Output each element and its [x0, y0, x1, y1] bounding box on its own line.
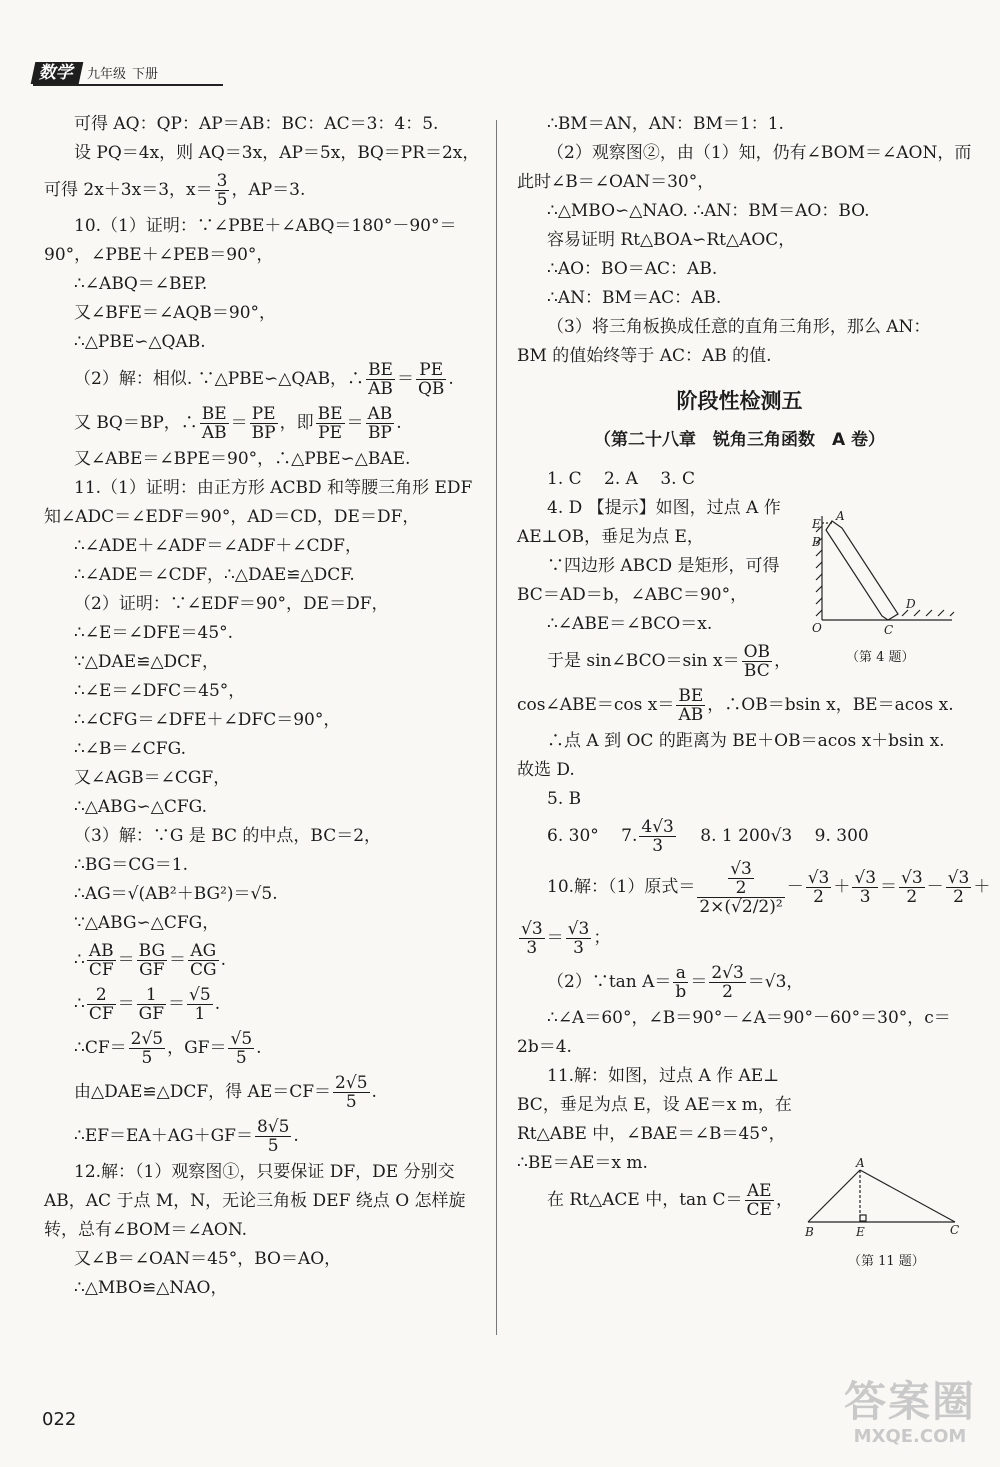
text-line: ∴∠B＝∠CFG.: [74, 739, 186, 759]
text-line: 由△DAE≌△DCF，得 AE＝CF＝ $\frac{2√5}{5}$ .: [74, 1073, 377, 1112]
text-line: 10.（1）证明：∵∠PBE＋∠ABQ＝180°－90°＝: [74, 216, 457, 236]
text-line: 转，总有∠BOM＝∠AON.: [44, 1220, 248, 1240]
section-title: 阶段性检测五: [676, 389, 803, 413]
text-line: ∵△ABG∽△CFG，: [74, 913, 220, 933]
text-line: 11.（1）证明：由正方形 ACBD 和等腰三角形 EDF: [74, 478, 473, 498]
text-line: （2）∵tan A＝ $\frac{a}{b}$ ＝ $\frac{2√3}{2}$ ＝√3，: [547, 963, 804, 1002]
text-line: （2）解：相似. ∵△PBE∽△QAB，∴ $\frac{BE}{AB}$ ＝ $\frac{PE}{QB}$ .: [74, 360, 454, 399]
section-subtitle: （第二十八章 锐角三角函数 A 卷）: [593, 430, 886, 450]
text-line: AB，AC 于点 M，N，无论三角板 DEF 绕点 O 怎样旋: [44, 1191, 466, 1211]
text-line: ∴∠ADE＝∠CDF，∴△DAE≌△DCF.: [74, 565, 355, 585]
subject-badge: 数学: [31, 62, 84, 84]
text-line: 4. D 【提示】如图，过点 A 作: [547, 498, 781, 518]
text-line: ∴CF＝ $\frac{2√5}{5}$ ，GF＝ $\frac{√5}{5}$ .: [74, 1029, 262, 1068]
text-line: ∴ $\frac{AB}{CF}$ ＝ $\frac{BG}{GF}$ ＝ $\frac{AG}{CG}$ .: [74, 941, 227, 980]
text-line: （2）证明：∵∠EDF＝90°，DE＝DF，: [74, 594, 389, 614]
text-line: ∴EF＝EA＋AG＋GF＝ $\frac{8√5}{5}$ .: [74, 1117, 299, 1156]
right-column: [517, 110, 991, 1222]
figure-11-caption: （第 11 题）: [848, 1254, 925, 1269]
text-line: （3）解：∵G 是 BC 的中点，BC＝2，: [74, 826, 382, 846]
text-line: ∴AG＝√(AB²＋BG²)＝√5.: [74, 884, 278, 904]
fraction: $\frac{3}{5}$: [216, 171, 228, 210]
text-line: 于是 sin∠BCO＝sin x＝ $\frac{OB}{BC}$ ，: [547, 642, 792, 681]
text-line: 此时∠B＝∠OAN＝30°，: [517, 172, 715, 192]
text-line: ∴∠A＝60°，∠B＝90°－∠A＝90°－60°＝30°，c＝: [547, 1008, 951, 1028]
text-line: ∴△MBO≌△NAO，: [74, 1278, 228, 1298]
text-line: ∴∠ABE＝∠BCO＝x.: [547, 614, 713, 634]
text-line: ∴∠ADE＋∠ADF＝∠ADF＋∠CDF，: [74, 536, 362, 556]
text-line: 又∠B＝∠OAN＝45°，BO＝AO，: [74, 1249, 342, 1269]
fig11-label-e: E: [856, 1225, 865, 1239]
text-line: 又∠BFE＝∠AQB＝90°，: [74, 303, 277, 323]
text-line: 在 Rt△ACE 中，tan C＝ $\frac{AE}{CE}$ ，: [547, 1181, 793, 1220]
text-line: ∴BM＝AN，AN：BM＝1：1.: [547, 114, 784, 134]
column-divider: [496, 120, 497, 1335]
fig4-label-o: O: [812, 621, 822, 635]
text-line: 5. B: [547, 789, 582, 809]
fig4-label-a: A: [836, 509, 845, 523]
text-line: 2b＝4.: [517, 1037, 572, 1057]
text-line: ∴ $\frac{2}{CF}$ ＝ $\frac{1}{GF}$ ＝ $\frac{√5}{1}$ .: [74, 985, 221, 1024]
text-line: 10.解：（1）原式＝ $\frac{\frac{√3}{2}}{\text{2×(√2/2)²}}$ － $\frac{√3}{2}$ ＋ $\frac{√3}{3}$ ＝ $\frac{√3}{2}$ － $\frac{√3}{2}$ ＋: [547, 858, 991, 917]
watermark: [826, 1378, 994, 1462]
text-line: 又 BQ＝BP，∴ $\frac{BE}{AB}$ ＝ $\frac{PE}{BP}$ ，即 $\frac{BE}{PE}$ ＝ $\frac{AB}{BP}$ .: [74, 404, 402, 443]
fig4-label-b: B: [812, 535, 821, 549]
text-line: 设 PQ＝4x，则 AQ＝3x，AP＝5x，BQ＝PR＝2x，: [74, 143, 480, 163]
text-line: ∴AN：BM＝AC：AB.: [547, 288, 722, 308]
text-line: BC＝AD＝b，∠ABC＝90°，: [517, 585, 748, 605]
text-line: 12.解：（1）观察图①，只要保证 DF，DE 分别交: [74, 1162, 455, 1182]
text-line: ∴∠CFG＝∠DFE＋∠DFC＝90°，: [74, 710, 341, 730]
text-line: 可得 AQ：QP：AP＝AB：BC：AC＝3：4：5.: [74, 114, 439, 134]
text-line: 故选 D.: [517, 760, 575, 780]
figure-4-caption: （第 4 题）: [846, 650, 915, 665]
text-line: ∴△ABG∽△CFG.: [74, 797, 208, 817]
text-line: （2）观察图②，由（1）知，仍有∠BOM＝∠AON，而: [547, 143, 972, 163]
text-line: ∴∠E＝∠DFC＝45°，: [74, 681, 246, 701]
text-line: （3）将三角板换成任意的直角三角形，那么 AN：: [547, 317, 931, 337]
text-line: 又∠AGB＝∠CGF，: [74, 768, 231, 788]
text-line: 1. C 2. A 3. C: [547, 469, 695, 489]
text-line: ∴△PBE∽△QAB.: [74, 332, 206, 352]
fig4-label-c: C: [884, 623, 894, 637]
text-line: ∴点 A 到 OC 的距离为 BE＋OB＝acos x＋bsin x.: [547, 731, 945, 751]
text-line: ∴AO：BO＝AC：AB.: [547, 259, 718, 279]
fig11-label-c: C: [950, 1223, 960, 1237]
text-line: ∴△MBO∽△NAO. ∴AN：BM＝AO：BO.: [547, 201, 870, 221]
text-line: Rt△ABE 中，∠BAE＝∠B＝45°，: [517, 1124, 786, 1144]
text-line: 可得 2x＋3x＝3，x＝ $\frac{3}{5}$ ，AP＝3.: [44, 171, 306, 210]
text-line: 又∠ABE＝∠BPE＝90°，∴△PBE∽△BAE.: [74, 449, 411, 469]
fig4-label-e: E: [812, 517, 821, 531]
text-line: ∵四边形 ABCD 是矩形，可得: [547, 556, 780, 576]
volume-label: 下册: [132, 67, 159, 82]
text-line: ∵△DAE≌△DCF，: [74, 652, 219, 672]
figure-11-diagram: [800, 1156, 965, 1239]
text-line: cos∠ABE＝cos x＝ $\frac{BE}{AB}$ ，∴OB＝bsin x，BE＝acos x.: [517, 686, 954, 725]
watermark-logo-text: 答案圈: [843, 1377, 976, 1426]
left-column: [44, 110, 484, 1303]
text-line: ∴∠ABQ＝∠BEP.: [74, 274, 208, 294]
fig4-label-d: D: [906, 597, 916, 611]
text-line: AE⊥OB，垂足为点 E，: [517, 527, 704, 547]
page-header: [33, 62, 158, 84]
fig11-label-b: B: [805, 1225, 814, 1239]
text-line: ∴∠E＝∠DFE＝45°.: [74, 623, 234, 643]
text-line: 知∠ADC＝∠EDF＝90°，AD＝CD，DE＝DF，: [44, 507, 420, 527]
figure-4-diagram: [810, 508, 960, 643]
text-line: 容易证明 Rt△BOA∽Rt△AOC，: [547, 230, 796, 250]
text-line: 11.解：如图，过点 A 作 AE⊥: [547, 1066, 780, 1086]
text-line: 90°，∠PBE＋∠PEB＝90°，: [44, 245, 274, 265]
text-line: 6. 30° 7. $\frac{4√3}{3}$ 8. 1 200√3 9. 300: [547, 817, 869, 856]
watermark-url: MXQE.COM: [853, 1426, 967, 1447]
text-line: BM 的值始终等于 AC：AB 的值.: [517, 346, 772, 366]
grade-label: 九年级: [87, 67, 127, 82]
text-line: ∴BG＝CG＝1.: [74, 855, 189, 875]
fig11-label-a: A: [856, 1156, 865, 1170]
page-number: 022: [42, 1409, 77, 1430]
header-rule: [33, 84, 223, 86]
text-line: ∴BE＝AE＝x m.: [517, 1153, 648, 1173]
text-line: BC，垂足为点 E，设 AE＝x m，在: [517, 1095, 792, 1115]
text-line: $\frac{√3}{3}$ ＝ $\frac{√3}{3}$ ；: [521, 919, 611, 958]
